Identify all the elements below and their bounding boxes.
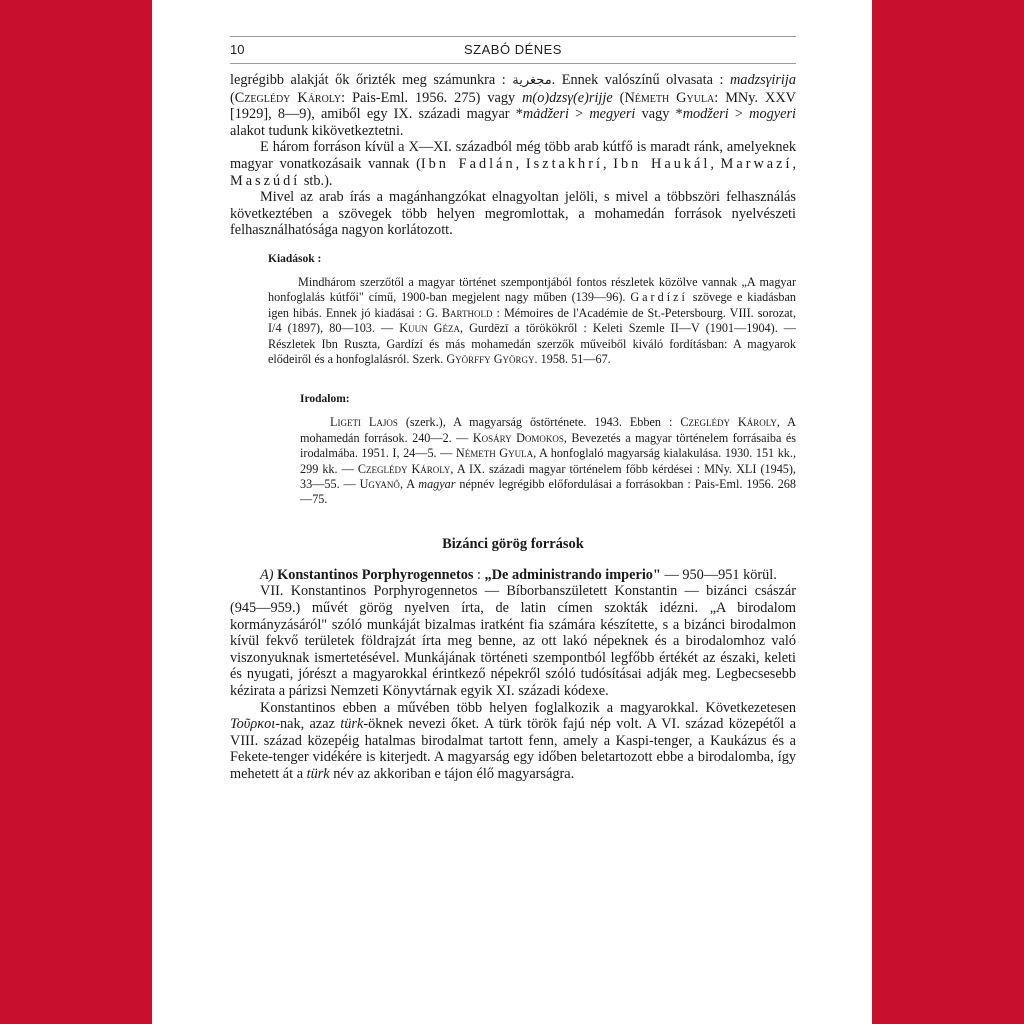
konstantinos-heading: A) Konstantinos Porphyrogennetos : „De administrando imperio" — 950—951 körül. [260,566,777,583]
arab-sources-paragraph: E három forráson kívül a X—XI. századból még több arab kútfő is maradt ránk, amelyeknek magyar vonatkozásaik vannak (Ibn Fadlán, Isztakhrí, Ibn Haukál, Marwazí, Maszúdí stb.). [230,139,797,189]
page-number: 10 [230,42,245,57]
kiadasok-heading: Kiadások : [268,252,322,265]
intro-paragraph: legrégibb alakját ők őrizték meg számunkra : مجغرية. Ennek valószínű olvasata : madzsγirija (Czeglédy Károly: Pais-Eml. 1956. 275) vagy m(o)dzsγ(e)rijje (Németh Gyula: MNy. XXV [1929], 8—9), amiből egy IX. századi magyar *mȧdžeri > megyeri vagy *modžeri > mogyeri alakot tudunk kikövetkeztetni. [230,72,797,139]
irodalom-section [300,393,796,507]
section-title: Bizánci görög források [442,535,584,552]
arabic-word: مجغرية [512,73,552,88]
irodalom-heading: Irodalom: [300,393,350,406]
running-header [230,36,796,64]
irodalom-text: Ligeti Lajos (szerk.), A magyarság őstörténete. 1943. Ebben : Czeglédy Károly, A mohamedán források. 240—2. — Kosáry Domokos, Bevezetés a magyar történelem forrásaiba és irodalmába. 1951. I, 24—5. — Németh Gyula, A honfoglaló magyarság kialakulása. 1930. 151 kk., 299 kk. — Czeglédy Károly, A IX. századi magyar történelem főbb kérdései : MNy. XLI (1945), 33—55. — Ugyanő, A magyar népnév legrégibb előfordulásai a forrásokban : Pais-Eml. 1956. 268—75. [300,415,796,507]
arabic-script-paragraph: Mivel az arab írás a magánhangzókat elnagyoltan jelöli, s mivel a többszöri felhasználás következtében a szövegek több helyen megromlottak, a mohamedán források nyelvészeti felhasználhatósága nagyon korlátozott. [230,189,796,239]
turk-paragraph: Konstantinos ebben a művében több helyen foglalkozik a magyarokkal. Következetesen Τοῦρκοι-nak, azaz türk-öknek nevezi őket. A türk török fajú nép volt. A VI. század közepétől a VIII. század közepéig hatalmas birodalmat tartott fenn, amely a Kaspi-tenger, a Kaukázus és a Fekete-tenger vidékére is kiterjedt. A magyarság egy időben beletartozott ebbe a birodalomba, így mehetett át a türk név az akkoriban e tájon élő magyarságra. [230,699,796,782]
running-title: SZABÓ DÉNES [464,42,562,57]
kiadasok-section [268,253,796,367]
book-page [152,0,872,1024]
page-body [230,72,796,783]
konstantinos-paragraph: VII. Konstantinos Porphyrogennetos — Bíborbanszületett Konstantin — bizánci császár (945—959.) művét görög nyelven írta, de latin címen szokták idézni. „A birodalom kormányzásáról" szóló munkáját bizalmas iratként fia számára készítette, s a bizánci birodalmon kívül fekvő területek földrajzát írta meg benne, az ott lakó népeknek és a birodalomhoz való viszonyuknak ismertetésével. Munkájának történeti szempontból legfőbb értékét az északi, keleti és nyugati, jórészt a magyarokkal érintkező népekről szóló tudósításai adják meg. Legbecsesebb kézirata a párizsi Nemzeti Könyvtárnak egyik XI. századi kódexe. [230,583,796,699]
kiadasok-text: Mindhárom szerzőtől a magyar történet szempontjából fontos részletek közölve vannak „A magyar honfoglalás kútfői" című, 1900-ban megjelent nagy műben (139—96). Gardízí szövege e kiadásban igen hibás. Ennek jó kiadásai : G. Barthold : Mémoires de l'Académie de St.-Petersbourg. VIII. sorozat, I/4 (1897), 80—103. — Kuun Géza, Gurdēzī a törökökről : Keleti Szemle II—V (1901—1904). — Részletek Ibn Ruszta, Gardízí és más mohamedán szerzők műveiből kiváló fordításban: A magyarok elődeiről és a honfoglalásról. Szerk. Györffy György. 1958. 51—67. [268,274,796,366]
